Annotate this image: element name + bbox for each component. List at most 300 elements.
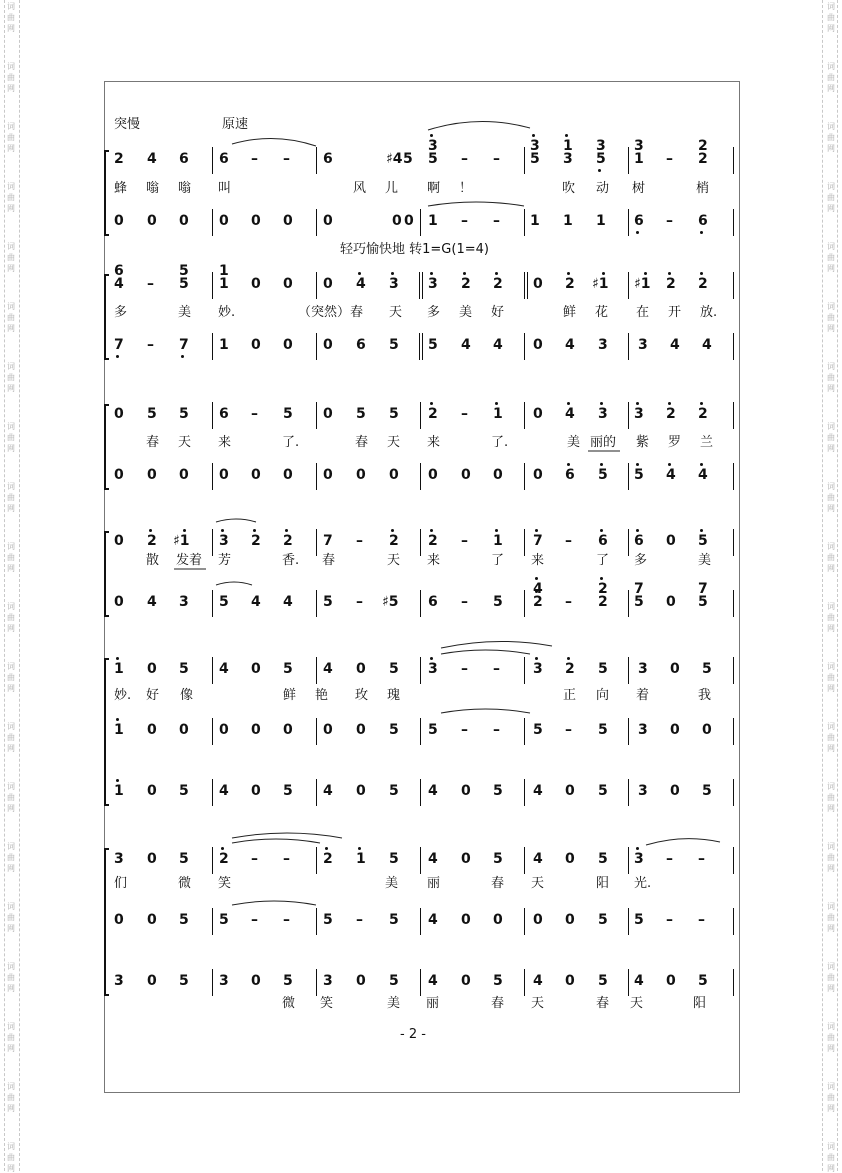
note: 0 — [702, 722, 712, 738]
note: 4 — [219, 661, 229, 677]
watermark-char: 词 — [827, 122, 835, 131]
octave-dot — [532, 134, 535, 137]
octave-dot — [463, 272, 466, 275]
note: 0 — [493, 467, 503, 483]
note: 4 — [323, 783, 333, 799]
lyric-syllable: 了. — [282, 435, 300, 450]
note: 5 — [323, 912, 333, 928]
watermark-char: 网 — [827, 864, 835, 873]
note: 5 — [283, 973, 293, 989]
watermark-char: 网 — [827, 504, 835, 513]
octave-dot — [358, 847, 361, 850]
watermark-char: 词 — [827, 722, 835, 731]
note: 3 — [323, 973, 333, 989]
watermark-char: 曲 — [827, 613, 835, 622]
note: 2 — [698, 151, 708, 167]
watermark-char: 网 — [7, 444, 15, 453]
lyric-syllable: 丽的 — [590, 435, 617, 450]
barline — [733, 272, 734, 299]
octave-dot — [391, 272, 394, 275]
note: 1 — [219, 337, 229, 353]
lyric-syllable: 光. — [634, 876, 652, 891]
system-brace — [104, 531, 109, 617]
watermark-char: 词 — [7, 182, 15, 191]
note: 4 — [251, 594, 261, 610]
note: 0 — [356, 973, 366, 989]
note: 0 — [179, 722, 189, 738]
note: 5 — [356, 406, 366, 422]
note: 4 — [147, 594, 157, 610]
watermark-char: 曲 — [7, 553, 15, 562]
watermark-char: 网 — [827, 1044, 835, 1053]
lyric-syllable: 叫 — [218, 181, 232, 196]
lyric-syllable: 来 — [531, 553, 545, 568]
barline — [628, 333, 629, 360]
note: 5 — [698, 533, 708, 549]
barline — [628, 718, 629, 745]
note: 5 — [596, 151, 606, 167]
note: 0 — [533, 276, 543, 292]
watermark-char: 曲 — [7, 1093, 15, 1102]
watermark-char: 词 — [7, 422, 15, 431]
system-brace — [104, 848, 109, 996]
watermark-char: 网 — [7, 924, 15, 933]
note: – — [565, 594, 572, 610]
note: 2 — [533, 594, 543, 610]
note: – — [461, 533, 468, 549]
note: 2 — [598, 594, 608, 610]
barline — [420, 718, 421, 745]
watermark-char: 词 — [7, 2, 15, 11]
watermark-char: 曲 — [827, 1033, 835, 1042]
watermark-char: 曲 — [827, 493, 835, 502]
watermark-char: 词 — [827, 242, 835, 251]
barline — [212, 718, 213, 745]
octave-dot — [567, 657, 570, 660]
barline — [316, 779, 317, 806]
note: 0 — [283, 276, 293, 292]
lyric-syllable: 了 — [491, 553, 505, 568]
note: 6 — [179, 151, 189, 167]
note: 5 — [389, 783, 399, 799]
note: 5 — [598, 722, 608, 738]
barline — [316, 657, 317, 684]
note: 5 — [179, 661, 189, 677]
note: 5 — [283, 406, 293, 422]
octave-dot — [636, 463, 639, 466]
note: 4 — [323, 661, 333, 677]
note: 5 — [389, 973, 399, 989]
lyric-syllable: 开 — [668, 305, 682, 320]
octave-dot — [495, 402, 498, 405]
lyric-syllable: 艳 — [315, 688, 329, 703]
watermark-char: 词 — [7, 1022, 15, 1031]
octave-dot — [535, 657, 538, 660]
note: – — [251, 151, 258, 167]
watermark-char: 词 — [827, 662, 835, 671]
note: 5 — [598, 973, 608, 989]
note: 0 — [283, 213, 293, 229]
barline — [524, 147, 525, 174]
note: 5 — [598, 467, 608, 483]
note: – — [251, 912, 258, 928]
note: – — [461, 151, 468, 167]
note: 5 — [533, 722, 543, 738]
note: 1 — [530, 213, 540, 229]
note: 1 — [356, 851, 366, 867]
lyric-syllable: 春 — [491, 876, 505, 891]
lyric-syllable: 阳 — [693, 996, 707, 1011]
note: 5 — [598, 912, 608, 928]
note: 1 — [563, 213, 573, 229]
watermark-char: 网 — [7, 684, 15, 693]
note: 4 — [533, 851, 543, 867]
note: 0 — [323, 467, 333, 483]
note: 0 — [670, 783, 680, 799]
watermark-char: 词 — [827, 1142, 835, 1151]
lyric-syllable: 美 — [698, 553, 712, 568]
watermark-char: 曲 — [827, 133, 835, 142]
note: 0 — [251, 337, 261, 353]
lyric-syllable: 着 — [636, 688, 650, 703]
watermark-char: 词 — [827, 782, 835, 791]
barline — [316, 402, 317, 429]
watermark-char: 曲 — [827, 253, 835, 262]
system-brace — [104, 150, 109, 236]
watermark-char: 曲 — [7, 853, 15, 862]
chord-note: 3 — [634, 138, 644, 154]
note: 0 — [666, 973, 676, 989]
chord-note: 2 — [598, 581, 608, 597]
barline — [628, 402, 629, 429]
note: 1 — [493, 533, 503, 549]
watermark-char: 词 — [7, 302, 15, 311]
barline — [733, 718, 734, 745]
watermark-char: 词 — [827, 842, 835, 851]
note: 6 — [598, 533, 608, 549]
note: 5 — [428, 337, 438, 353]
barline — [524, 908, 525, 935]
lyric-syllable: 啊 — [427, 181, 441, 196]
octave-dot — [430, 134, 433, 137]
note: 1 — [428, 213, 438, 229]
note: 0 — [461, 467, 471, 483]
barline — [733, 209, 734, 236]
barline — [212, 590, 213, 617]
watermark-char: 词 — [7, 542, 15, 551]
lyric-syllable: 芳 — [218, 553, 232, 568]
barline — [733, 529, 734, 556]
barline — [733, 908, 734, 935]
barline — [628, 657, 629, 684]
lyric-syllable: 在 — [636, 305, 650, 320]
watermark-char: 词 — [827, 2, 835, 11]
note: 0 — [533, 467, 543, 483]
octave-dot — [700, 529, 703, 532]
note: 3 — [638, 661, 648, 677]
note: 0 — [283, 722, 293, 738]
chord-note: 1 — [563, 138, 573, 154]
watermark-char: 词 — [7, 722, 15, 731]
chord-note: 7 — [634, 581, 644, 597]
note: – — [565, 722, 572, 738]
note: 4 — [698, 467, 708, 483]
barline — [420, 657, 421, 684]
watermark-char: 曲 — [827, 433, 835, 442]
note: – — [493, 722, 500, 738]
tempo-marking: 突慢 — [114, 117, 141, 132]
octave-dot — [116, 718, 119, 721]
note: 5 — [698, 594, 708, 610]
watermark-char: 曲 — [7, 493, 15, 502]
octave-dot — [700, 231, 703, 234]
note: 4 — [565, 337, 575, 353]
watermark-char: 词 — [827, 182, 835, 191]
note: 6 — [219, 406, 229, 422]
watermark-char: 曲 — [827, 313, 835, 322]
lyric-syllable: 正 — [563, 688, 577, 703]
tempo-marking: 轻巧愉快地 转1=G(1=4) — [340, 242, 489, 257]
note: – — [565, 533, 572, 549]
note: 4 — [114, 276, 124, 292]
watermark-char: 曲 — [7, 673, 15, 682]
note: 3 — [598, 406, 608, 422]
watermark-char: 曲 — [7, 1033, 15, 1042]
note: 7 — [179, 337, 189, 353]
watermark-char: 词 — [827, 602, 835, 611]
barline — [316, 333, 317, 360]
note: 7 — [114, 337, 124, 353]
note: 0 — [323, 337, 333, 353]
barline — [212, 969, 213, 996]
note: 5 — [702, 783, 712, 799]
lyric-syllable: 罗 — [668, 435, 682, 450]
note: 2 — [698, 406, 708, 422]
barline — [628, 969, 629, 996]
octave-dot — [600, 577, 603, 580]
note: 7 — [323, 533, 333, 549]
watermark-char: 网 — [7, 84, 15, 93]
note: 4 — [428, 783, 438, 799]
note: 0 — [251, 722, 261, 738]
barline — [527, 272, 528, 299]
note: 0 — [428, 467, 438, 483]
barline — [733, 779, 734, 806]
note: 5 — [179, 973, 189, 989]
lyric-syllable: 多 — [114, 305, 128, 320]
note: 3 — [634, 406, 644, 422]
barline — [316, 590, 317, 617]
note: – — [251, 851, 258, 867]
note: – — [698, 851, 705, 867]
watermark-char: 网 — [827, 684, 835, 693]
barline — [628, 147, 629, 174]
lyric-syllable: 多 — [634, 553, 648, 568]
watermark-char: 网 — [7, 624, 15, 633]
note: 4 — [147, 151, 157, 167]
lyric-syllable: 美 — [459, 305, 473, 320]
note: 2 — [114, 151, 124, 167]
note: – — [666, 213, 673, 229]
chord-note: 5 — [179, 263, 189, 279]
note: 5 — [493, 783, 503, 799]
lyric-syllable: 散 — [146, 553, 160, 568]
note: 0 — [114, 533, 124, 549]
note: 0 — [179, 213, 189, 229]
note: 3 — [428, 661, 438, 677]
barline — [628, 847, 629, 874]
barline — [316, 272, 317, 299]
note: 4 — [670, 337, 680, 353]
chord-note: 4 — [533, 581, 543, 597]
barline — [420, 209, 421, 236]
note: 0 — [179, 467, 189, 483]
lyric-syllable: 春 — [596, 996, 610, 1011]
lyric-syllable: 像 — [180, 688, 194, 703]
note: 3 — [638, 337, 648, 353]
lyric-syllable: 春 — [355, 435, 369, 450]
note: 3 — [219, 973, 229, 989]
note: 2 — [698, 276, 708, 292]
note: 5 — [179, 851, 189, 867]
barline — [733, 969, 734, 996]
note: ♯1 — [634, 276, 651, 292]
system-brace — [104, 404, 109, 490]
watermark-char: 网 — [7, 984, 15, 993]
note: 0 — [147, 783, 157, 799]
note: 5 — [493, 973, 503, 989]
note: 4 — [428, 912, 438, 928]
barline — [212, 657, 213, 684]
note: 4 — [461, 337, 471, 353]
barline — [733, 463, 734, 490]
barline — [524, 779, 525, 806]
note: – — [666, 151, 673, 167]
note: 5 — [389, 722, 399, 738]
barline — [419, 333, 420, 360]
watermark-char: 曲 — [827, 913, 835, 922]
watermark-char: 曲 — [7, 793, 15, 802]
note: 0 — [461, 912, 471, 928]
system-brace — [104, 274, 109, 360]
barline — [420, 847, 421, 874]
note: – — [698, 912, 705, 928]
note: 0 — [565, 851, 575, 867]
note: 5 — [179, 406, 189, 422]
note: 0 — [147, 851, 157, 867]
note: 0 — [565, 912, 575, 928]
note: 2 — [251, 533, 261, 549]
note: 3 — [598, 337, 608, 353]
lyric-syllable: 瑰 — [387, 688, 401, 703]
lyric-syllable: 丽 — [426, 996, 440, 1011]
note: 1 — [634, 151, 644, 167]
watermark-char: 网 — [827, 924, 835, 933]
octave-dot — [430, 272, 433, 275]
octave-dot — [600, 402, 603, 405]
note: 0 — [219, 467, 229, 483]
chord-note: 3 — [530, 138, 540, 154]
watermark-char: 曲 — [7, 253, 15, 262]
watermark-char: 曲 — [827, 193, 835, 202]
note: 5 — [493, 851, 503, 867]
note: 3 — [563, 151, 573, 167]
note: 5 — [389, 851, 399, 867]
note: 2 — [389, 533, 399, 549]
watermark-char: 词 — [827, 1022, 835, 1031]
lyric-syllable: 丽 — [427, 876, 441, 891]
watermark-char: 网 — [827, 144, 835, 153]
watermark-char: 网 — [7, 564, 15, 573]
watermark-char: 网 — [827, 444, 835, 453]
barline — [422, 333, 423, 360]
barline — [524, 402, 525, 429]
note: 2 — [428, 406, 438, 422]
barline — [733, 147, 734, 174]
note: 0 — [219, 213, 229, 229]
lyric-syllable: 微 — [282, 996, 296, 1011]
barline — [420, 969, 421, 996]
note: 4 — [565, 406, 575, 422]
note: – — [283, 912, 290, 928]
watermark-char: 曲 — [827, 853, 835, 862]
lyric-syllable: 春 — [491, 996, 505, 1011]
note: 2 — [219, 851, 229, 867]
note: 3 — [179, 594, 189, 610]
octave-dot — [149, 529, 152, 532]
note: 0 — [147, 973, 157, 989]
barline — [420, 590, 421, 617]
lyric-syllable: 嗡 — [178, 181, 192, 196]
octave-dot — [668, 463, 671, 466]
lyric-syllable: 梢 — [696, 181, 710, 196]
octave-dot — [644, 272, 647, 275]
octave-dot — [636, 231, 639, 234]
octave-dot — [116, 779, 119, 782]
watermark-char: 网 — [7, 264, 15, 273]
lyric-syllable: 春 — [146, 435, 160, 450]
note: 0 — [533, 912, 543, 928]
lyric-syllable: 玫 — [355, 688, 369, 703]
lyric-syllable: 天 — [630, 996, 644, 1011]
watermark-char: 网 — [827, 204, 835, 213]
lyric-syllable: 树 — [632, 181, 646, 196]
watermark-char: 网 — [7, 504, 15, 513]
octave-dot — [600, 529, 603, 532]
octave-dot — [116, 657, 119, 660]
note: 4 — [702, 337, 712, 353]
barline — [628, 463, 629, 490]
note: 0 — [323, 213, 333, 229]
note: 5 — [634, 912, 644, 928]
watermark-char: 网 — [827, 324, 835, 333]
note: 3 — [533, 661, 543, 677]
note: – — [461, 661, 468, 677]
note: 0 — [283, 467, 293, 483]
note: 4 — [634, 973, 644, 989]
left-watermark-strip — [4, 0, 20, 1171]
barline — [733, 847, 734, 874]
note: – — [251, 406, 258, 422]
note: 5 — [698, 973, 708, 989]
watermark-char: 网 — [827, 1164, 835, 1173]
note: 5 — [283, 661, 293, 677]
note: 3 — [219, 533, 229, 549]
barline — [212, 529, 213, 556]
note: 5 — [389, 912, 399, 928]
note: 0 — [565, 783, 575, 799]
note: 3 — [114, 973, 124, 989]
